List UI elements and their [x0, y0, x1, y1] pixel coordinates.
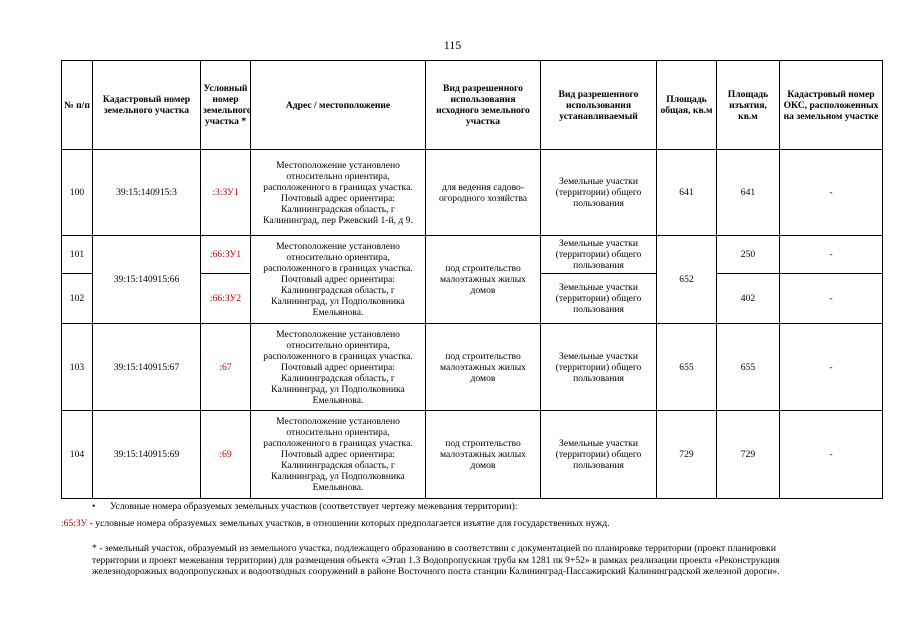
- cell-oks: -: [780, 411, 883, 499]
- cell-address: Местоположение установлено относительно ориентира, расположенного в границах участка. Почтовый адрес ориентира: Калининградская область, г Калининград, ул Подполковника Емельянова.: [251, 411, 426, 499]
- header-area-total: Площадь общая, кв.м: [657, 61, 717, 150]
- cell-conditional: :69: [201, 411, 251, 499]
- cell-address: Местоположение установлено относительно ориентира, расположенного в границах участка. Почтовый адрес ориентира: Калининградская область, г Калининград, ул Подполковника Емельянова.: [251, 324, 426, 411]
- cell-cadastral: 39:15:140915:69: [93, 411, 201, 499]
- page-number: 115: [443, 38, 462, 52]
- bullet-icon: •: [92, 501, 96, 512]
- cell-conditional: :66:ЗУ2: [201, 274, 251, 324]
- bullet-note: [92, 501, 905, 513]
- cell-num: 103: [62, 324, 93, 411]
- header-conditional: Условный номер земельного участка *: [201, 61, 251, 150]
- cell-num: 101: [62, 236, 93, 274]
- cell-address: Местоположение установлено относительно ориентира, расположенного в границах участка. Почтовый адрес ориентира: Калининградская область, г Калининград, ул Подполковника Емельянова.: [251, 236, 426, 324]
- table-row: [62, 411, 883, 499]
- cell-area-total: 641: [657, 150, 717, 236]
- cell-use-new: Земельные участки (территории) общего пользования: [541, 324, 657, 411]
- header-use-original: Вид разрешенного использования исходного земельного участка: [426, 61, 541, 150]
- cell-num: 102: [62, 274, 93, 324]
- header-use-new: Вид разрешенного использования устанавливаемый: [541, 61, 657, 150]
- cell-use-new: Земельные участки (территории) общего пользования: [541, 411, 657, 499]
- footnote: * - земельный участок, образуемый из земельного участка, подлежащего образованию в соответствии с документацией по планировке территории (проект планировки территории и проект межевания территории) для размещения объекта «Этап 1.3 Водопропускная труба км 1281 пк 9+52» в рамках реализации проекта «Реконструкция железнодорожных водопропускных и водоотводных сооружений в районе Восточного поста станции Калининград-Пассажирский Калининградской железной дороги».: [92, 543, 780, 577]
- cell-area-total: 655: [657, 324, 717, 411]
- cell-area-seizure: 641: [717, 150, 780, 236]
- cell-use-original: под строительство малоэтажных жилых домов: [426, 236, 541, 324]
- cell-cadastral: 39:15:140915:66: [93, 236, 201, 324]
- legend-text: - условные номера образуемых земельных участков, в отношении которых предполагается изъятие для государственных нужд.: [89, 518, 610, 529]
- legend-note: [61, 518, 905, 530]
- cell-oks: -: [780, 150, 883, 236]
- cell-cadastral: 39:15:140915:3: [93, 150, 201, 236]
- cell-area-seizure: 655: [717, 324, 780, 411]
- cell-cadastral: 39:15:140915:67: [93, 324, 201, 411]
- cell-use-new: Земельные участки (территории) общего пользования: [541, 236, 657, 274]
- cell-area-seizure: 729: [717, 411, 780, 499]
- cell-oks: -: [780, 324, 883, 411]
- header-row: [62, 61, 883, 150]
- header-address: Адрес / местоположение: [251, 61, 426, 150]
- cell-oks: -: [780, 236, 883, 274]
- table-row: [62, 324, 883, 411]
- land-plots-table: [61, 60, 883, 499]
- cell-address: Местоположение установлено относительно ориентира, расположенного в границах участка. Почтовый адрес ориентира: Калининградская область, г Калининград, пер Ржевский 1-й, д 9.: [251, 150, 426, 236]
- cell-area-total: 729: [657, 411, 717, 499]
- cell-area-total: 652: [657, 236, 717, 324]
- header-oks: Кадастровый номер ОКС, расположенных на земельном участке: [780, 61, 883, 150]
- cell-use-new: Земельные участки (территории) общего пользования: [541, 274, 657, 324]
- table-row: [62, 150, 883, 236]
- cell-conditional: :66:ЗУ1: [201, 236, 251, 274]
- cell-use-new: Земельные участки (территории) общего пользования: [541, 150, 657, 236]
- table-row: [62, 236, 883, 274]
- header-cadastral: Кадастровый номер земельного участка: [93, 61, 201, 150]
- header-area-seizure: Площадь изъятия, кв.м: [717, 61, 780, 150]
- cell-conditional: :3:ЗУ1: [201, 150, 251, 236]
- cell-conditional: :67: [201, 324, 251, 411]
- cell-oks: -: [780, 274, 883, 324]
- header-num: № п/п: [62, 61, 93, 150]
- cell-area-seizure: 250: [717, 236, 780, 274]
- cell-use-original: под строительство малоэтажных жилых домов: [426, 411, 541, 499]
- bullet-note-text: Условные номера образуемых земельных участков (соответствует чертежу межевания территории):: [110, 501, 518, 512]
- cell-num: 100: [62, 150, 93, 236]
- cell-area-seizure: 402: [717, 274, 780, 324]
- cell-use-original: под строительство малоэтажных жилых домов: [426, 324, 541, 411]
- cell-use-original: для ведения садово-огородного хозяйства: [426, 150, 541, 236]
- legend-code: :65:ЗУ: [61, 518, 88, 529]
- cell-num: 104: [62, 411, 93, 499]
